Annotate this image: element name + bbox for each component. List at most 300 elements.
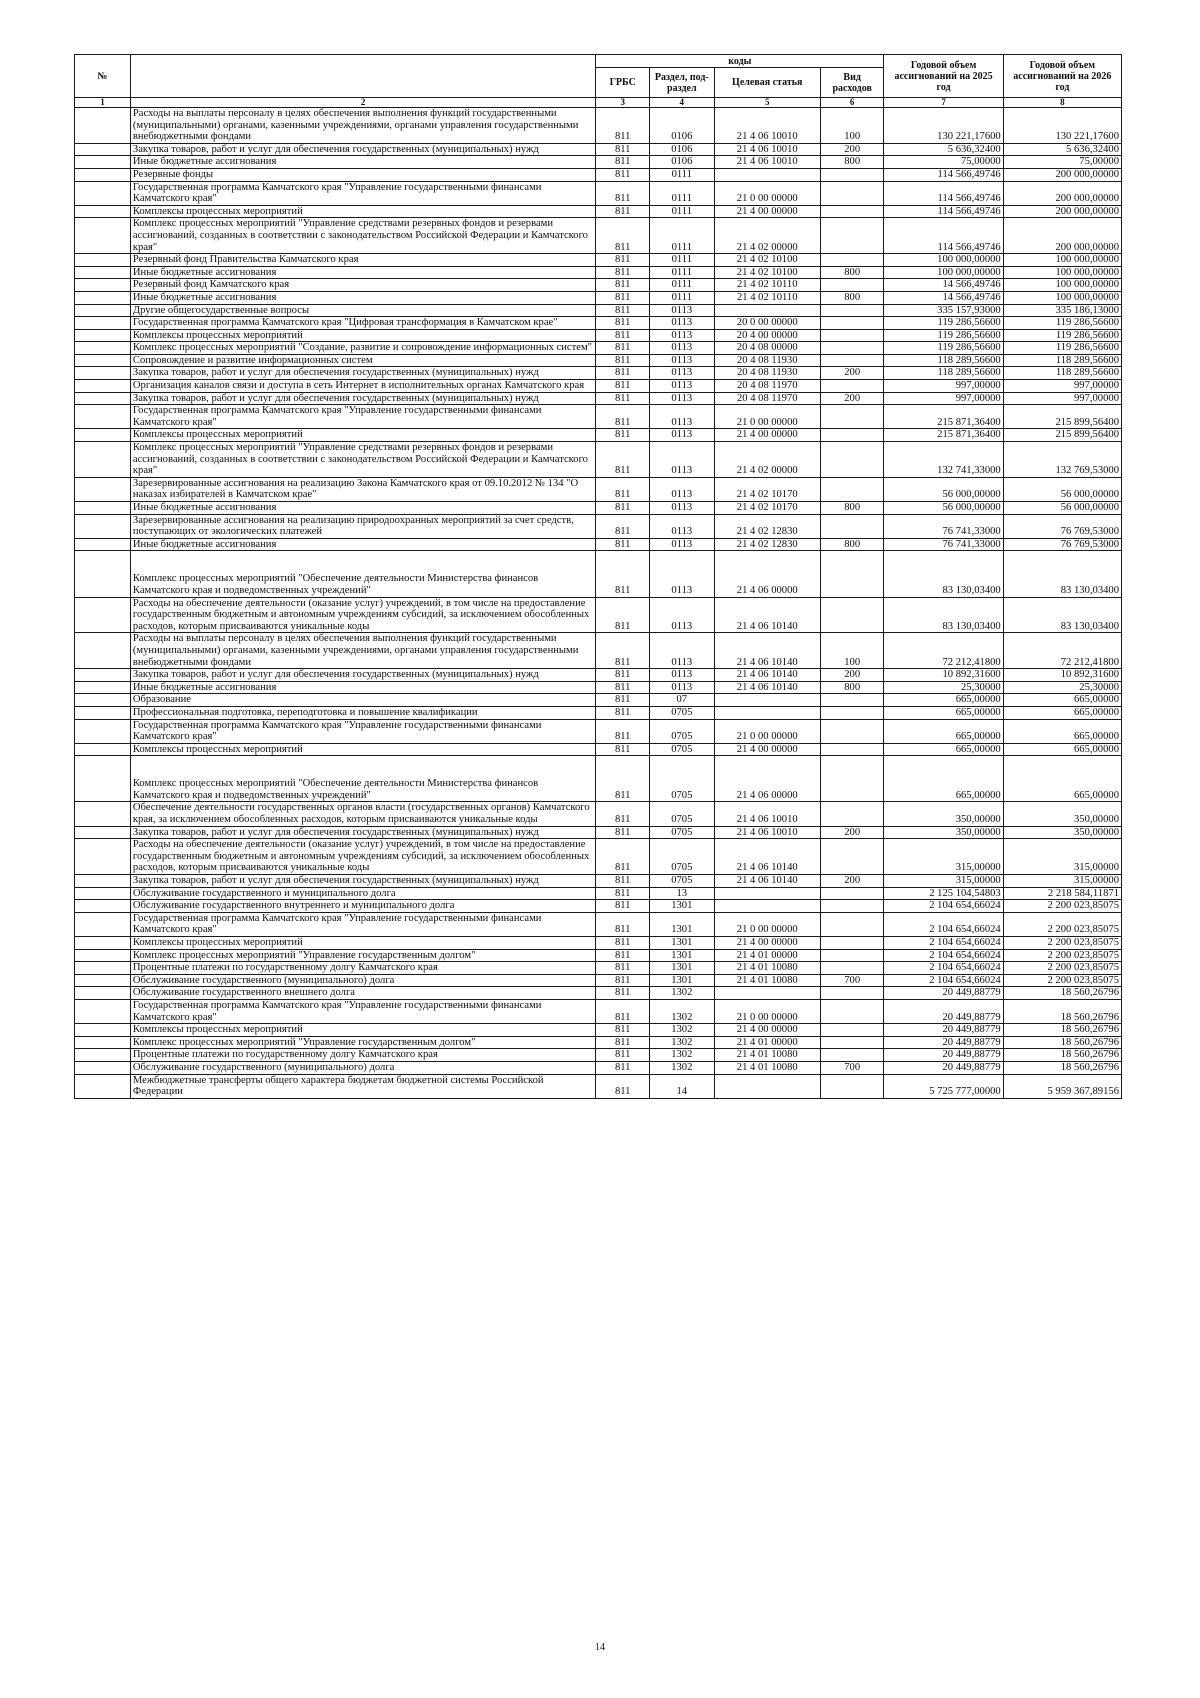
column-number: 5 bbox=[714, 98, 820, 108]
row-grbs-cell: 811 bbox=[596, 168, 650, 181]
row-expense-type-cell bbox=[820, 912, 883, 936]
row-section-cell: 1302 bbox=[650, 999, 714, 1023]
row-number-cell bbox=[75, 143, 131, 156]
row-number-cell bbox=[75, 694, 131, 707]
row-number-cell bbox=[75, 254, 131, 267]
row-grbs-cell: 811 bbox=[596, 143, 650, 156]
row-name-cell: Процентные платежи по государственному долгу Камчатского края bbox=[130, 1049, 595, 1062]
row-target-item-cell: 20 4 08 11930 bbox=[714, 367, 820, 380]
row-volume-2025-cell: 76 741,33000 bbox=[884, 538, 1003, 551]
row-number-cell bbox=[75, 392, 131, 405]
row-grbs-cell: 811 bbox=[596, 719, 650, 743]
row-expense-type-cell bbox=[820, 743, 883, 756]
row-target-item-cell: 21 4 02 10170 bbox=[714, 477, 820, 501]
row-expense-type-cell: 700 bbox=[820, 974, 883, 987]
table-body bbox=[75, 108, 1122, 1099]
row-grbs-cell: 811 bbox=[596, 514, 650, 538]
header-grbs: ГРБС bbox=[596, 68, 650, 98]
row-expense-type-cell bbox=[820, 304, 883, 317]
row-number-cell bbox=[75, 839, 131, 875]
table-row bbox=[75, 937, 1122, 950]
row-volume-2025-cell: 20 449,88779 bbox=[884, 1049, 1003, 1062]
row-expense-type-cell: 800 bbox=[820, 681, 883, 694]
row-grbs-cell: 811 bbox=[596, 442, 650, 478]
row-name-cell: Резервный фонд Правительства Камчатского края bbox=[130, 254, 595, 267]
row-expense-type-cell: 200 bbox=[820, 143, 883, 156]
row-target-item-cell: 21 4 01 10080 bbox=[714, 1061, 820, 1074]
table-row bbox=[75, 367, 1122, 380]
row-expense-type-cell bbox=[820, 429, 883, 442]
row-target-item-cell: 21 4 06 10140 bbox=[714, 633, 820, 669]
row-grbs-cell: 811 bbox=[596, 987, 650, 1000]
row-number-cell bbox=[75, 743, 131, 756]
table-row bbox=[75, 839, 1122, 875]
row-number-cell bbox=[75, 597, 131, 633]
row-number-cell bbox=[75, 802, 131, 826]
row-name-cell: Государственная программа Камчатского края "Управление государственными финансами Камчатского края" bbox=[130, 405, 595, 429]
row-target-item-cell: 21 4 06 10140 bbox=[714, 839, 820, 875]
row-section-cell: 0113 bbox=[650, 392, 714, 405]
row-target-item-cell: 21 4 02 12830 bbox=[714, 538, 820, 551]
row-number-cell bbox=[75, 442, 131, 478]
row-expense-type-cell bbox=[820, 802, 883, 826]
row-target-item-cell: 20 4 08 11970 bbox=[714, 392, 820, 405]
column-number: 4 bbox=[650, 98, 714, 108]
row-name-cell: Комплексы процессных мероприятий bbox=[130, 937, 595, 950]
row-expense-type-cell bbox=[820, 205, 883, 218]
row-expense-type-cell: 200 bbox=[820, 392, 883, 405]
row-target-item-cell: 21 0 00 00000 bbox=[714, 181, 820, 205]
table-row bbox=[75, 633, 1122, 669]
row-target-item-cell: 21 4 01 10080 bbox=[714, 1049, 820, 1062]
row-number-cell bbox=[75, 826, 131, 839]
row-target-item-cell: 21 4 01 00000 bbox=[714, 1036, 820, 1049]
row-expense-type-cell bbox=[820, 962, 883, 975]
row-volume-2026-cell: 72 212,41800 bbox=[1003, 633, 1121, 669]
row-target-item-cell: 21 4 02 10100 bbox=[714, 254, 820, 267]
row-number-cell bbox=[75, 1024, 131, 1037]
row-expense-type-cell bbox=[820, 405, 883, 429]
row-volume-2025-cell: 119 286,56600 bbox=[884, 329, 1003, 342]
table-row bbox=[75, 442, 1122, 478]
row-target-item-cell: 21 4 00 00000 bbox=[714, 429, 820, 442]
row-grbs-cell: 811 bbox=[596, 317, 650, 330]
row-number-cell bbox=[75, 266, 131, 279]
row-section-cell: 1302 bbox=[650, 987, 714, 1000]
row-grbs-cell: 811 bbox=[596, 181, 650, 205]
row-expense-type-cell bbox=[820, 694, 883, 707]
row-volume-2026-cell: 665,00000 bbox=[1003, 743, 1121, 756]
row-volume-2025-cell: 20 449,88779 bbox=[884, 1024, 1003, 1037]
row-volume-2026-cell: 665,00000 bbox=[1003, 756, 1121, 802]
row-grbs-cell: 811 bbox=[596, 974, 650, 987]
row-grbs-cell: 811 bbox=[596, 304, 650, 317]
row-name-cell: Комплекс процессных мероприятий "Управление государственным долгом" bbox=[130, 1036, 595, 1049]
row-name-cell: Обслуживание государственного внешнего долга bbox=[130, 987, 595, 1000]
row-name-cell: Иные бюджетные ассигнования bbox=[130, 502, 595, 515]
row-expense-type-cell bbox=[820, 329, 883, 342]
row-volume-2025-cell: 130 221,17600 bbox=[884, 108, 1003, 144]
row-section-cell: 0111 bbox=[650, 266, 714, 279]
row-grbs-cell: 811 bbox=[596, 694, 650, 707]
row-name-cell: Закупка товаров, работ и услуг для обеспечения государственных (муниципальных) нужд bbox=[130, 875, 595, 888]
row-name-cell: Иные бюджетные ассигнования bbox=[130, 266, 595, 279]
row-volume-2026-cell: 118 289,56600 bbox=[1003, 367, 1121, 380]
row-expense-type-cell bbox=[820, 999, 883, 1023]
row-number-cell bbox=[75, 380, 131, 393]
table-header bbox=[75, 55, 1122, 108]
row-grbs-cell: 811 bbox=[596, 681, 650, 694]
row-expense-type-cell: 800 bbox=[820, 538, 883, 551]
table-row bbox=[75, 719, 1122, 743]
row-volume-2025-cell: 75,00000 bbox=[884, 156, 1003, 169]
row-volume-2025-cell: 665,00000 bbox=[884, 706, 1003, 719]
row-expense-type-cell: 700 bbox=[820, 1061, 883, 1074]
row-grbs-cell: 811 bbox=[596, 291, 650, 304]
row-volume-2026-cell: 18 560,26796 bbox=[1003, 999, 1121, 1023]
row-target-item-cell bbox=[714, 987, 820, 1000]
row-volume-2025-cell: 665,00000 bbox=[884, 743, 1003, 756]
row-expense-type-cell: 200 bbox=[820, 669, 883, 682]
row-grbs-cell: 811 bbox=[596, 1049, 650, 1062]
row-expense-type-cell: 200 bbox=[820, 826, 883, 839]
row-volume-2026-cell: 25,30000 bbox=[1003, 681, 1121, 694]
row-volume-2025-cell: 72 212,41800 bbox=[884, 633, 1003, 669]
row-target-item-cell: 21 4 06 10010 bbox=[714, 108, 820, 144]
row-target-item-cell: 21 4 01 10080 bbox=[714, 962, 820, 975]
row-volume-2025-cell: 997,00000 bbox=[884, 380, 1003, 393]
row-volume-2025-cell: 56 000,00000 bbox=[884, 477, 1003, 501]
row-volume-2026-cell: 75,00000 bbox=[1003, 156, 1121, 169]
row-expense-type-cell: 200 bbox=[820, 875, 883, 888]
row-volume-2025-cell: 2 104 654,66024 bbox=[884, 949, 1003, 962]
row-section-cell: 0111 bbox=[650, 168, 714, 181]
row-volume-2025-cell: 14 566,49746 bbox=[884, 291, 1003, 304]
row-name-cell: Комплекс процессных мероприятий "Управление средствами резервных фондов и резервами ассигнований, созданных в соответствии с законодательством Российской Федерации и Камчатского края" bbox=[130, 442, 595, 478]
row-grbs-cell: 811 bbox=[596, 218, 650, 254]
row-grbs-cell: 811 bbox=[596, 706, 650, 719]
row-volume-2026-cell: 83 130,03400 bbox=[1003, 551, 1121, 597]
table-row bbox=[75, 354, 1122, 367]
row-volume-2025-cell: 215 871,36400 bbox=[884, 405, 1003, 429]
row-section-cell: 1301 bbox=[650, 900, 714, 913]
row-number-cell bbox=[75, 429, 131, 442]
row-target-item-cell bbox=[714, 900, 820, 913]
row-target-item-cell bbox=[714, 168, 820, 181]
row-section-cell: 0113 bbox=[650, 538, 714, 551]
table-row bbox=[75, 887, 1122, 900]
row-volume-2026-cell: 2 200 023,85075 bbox=[1003, 900, 1121, 913]
row-number-cell bbox=[75, 974, 131, 987]
row-volume-2025-cell: 2 104 654,66024 bbox=[884, 900, 1003, 913]
row-volume-2026-cell: 119 286,56600 bbox=[1003, 317, 1121, 330]
row-section-cell: 1301 bbox=[650, 937, 714, 950]
row-number-cell bbox=[75, 329, 131, 342]
row-name-cell: Расходы на выплаты персоналу в целях обеспечения выполнения функций государственными (муниципальными) органами, казенными учреждениями, органами управления государственными внебюджетными фондами bbox=[130, 633, 595, 669]
row-number-cell bbox=[75, 502, 131, 515]
row-name-cell: Комплекс процессных мероприятий "Создание, развитие и сопровождение информационных систем" bbox=[130, 342, 595, 355]
row-expense-type-cell bbox=[820, 1049, 883, 1062]
header-num: № bbox=[75, 55, 131, 98]
row-name-cell: Обслуживание государственного и муниципального долга bbox=[130, 887, 595, 900]
column-number: 1 bbox=[75, 98, 131, 108]
row-grbs-cell: 811 bbox=[596, 354, 650, 367]
row-number-cell bbox=[75, 1061, 131, 1074]
row-volume-2025-cell: 10 892,31600 bbox=[884, 669, 1003, 682]
row-volume-2025-cell: 119 286,56600 bbox=[884, 317, 1003, 330]
row-name-cell: Другие общегосударственные вопросы bbox=[130, 304, 595, 317]
row-expense-type-cell bbox=[820, 756, 883, 802]
table-row bbox=[75, 681, 1122, 694]
row-volume-2026-cell: 18 560,26796 bbox=[1003, 1024, 1121, 1037]
row-section-cell: 0111 bbox=[650, 205, 714, 218]
row-volume-2026-cell: 118 289,56600 bbox=[1003, 354, 1121, 367]
row-target-item-cell: 21 4 02 10100 bbox=[714, 266, 820, 279]
row-grbs-cell: 811 bbox=[596, 254, 650, 267]
table-row bbox=[75, 429, 1122, 442]
row-target-item-cell: 21 4 06 00000 bbox=[714, 551, 820, 597]
row-section-cell: 1302 bbox=[650, 1049, 714, 1062]
row-name-cell: Комплексы процессных мероприятий bbox=[130, 205, 595, 218]
row-volume-2026-cell: 665,00000 bbox=[1003, 694, 1121, 707]
row-volume-2025-cell: 100 000,00000 bbox=[884, 254, 1003, 267]
table-row bbox=[75, 156, 1122, 169]
row-grbs-cell: 811 bbox=[596, 937, 650, 950]
row-section-cell: 1301 bbox=[650, 949, 714, 962]
row-target-item-cell: 21 4 02 10110 bbox=[714, 291, 820, 304]
row-expense-type-cell bbox=[820, 597, 883, 633]
table-row bbox=[75, 912, 1122, 936]
column-number: 7 bbox=[884, 98, 1003, 108]
row-grbs-cell: 811 bbox=[596, 1074, 650, 1098]
table-row bbox=[75, 1049, 1122, 1062]
row-section-cell: 0705 bbox=[650, 756, 714, 802]
row-target-item-cell: 20 4 08 11970 bbox=[714, 380, 820, 393]
row-name-cell: Иные бюджетные ассигнования bbox=[130, 681, 595, 694]
row-grbs-cell: 811 bbox=[596, 875, 650, 888]
row-section-cell: 1302 bbox=[650, 1036, 714, 1049]
row-target-item-cell: 21 0 00 00000 bbox=[714, 999, 820, 1023]
row-volume-2025-cell: 114 566,49746 bbox=[884, 218, 1003, 254]
row-grbs-cell: 811 bbox=[596, 1024, 650, 1037]
row-target-item-cell: 21 4 02 00000 bbox=[714, 218, 820, 254]
row-name-cell: Иные бюджетные ассигнования bbox=[130, 538, 595, 551]
header-expense-type: Вид расходов bbox=[820, 68, 883, 98]
row-target-item-cell: 20 4 00 00000 bbox=[714, 329, 820, 342]
row-section-cell: 0111 bbox=[650, 291, 714, 304]
row-grbs-cell: 811 bbox=[596, 429, 650, 442]
row-number-cell bbox=[75, 949, 131, 962]
row-target-item-cell bbox=[714, 706, 820, 719]
row-section-cell: 1302 bbox=[650, 1024, 714, 1037]
budget-table bbox=[74, 54, 1122, 1099]
row-target-item-cell bbox=[714, 1074, 820, 1098]
row-volume-2026-cell: 18 560,26796 bbox=[1003, 987, 1121, 1000]
row-volume-2026-cell: 997,00000 bbox=[1003, 380, 1121, 393]
row-number-cell bbox=[75, 633, 131, 669]
row-name-cell: Обслуживание государственного (муниципального) долга bbox=[130, 974, 595, 987]
row-number-cell bbox=[75, 367, 131, 380]
row-volume-2025-cell: 114 566,49746 bbox=[884, 168, 1003, 181]
row-expense-type-cell bbox=[820, 354, 883, 367]
row-grbs-cell: 811 bbox=[596, 826, 650, 839]
row-target-item-cell: 20 4 08 00000 bbox=[714, 342, 820, 355]
row-name-cell: Комплексы процессных мероприятий bbox=[130, 329, 595, 342]
row-expense-type-cell: 800 bbox=[820, 156, 883, 169]
row-target-item-cell: 21 4 01 00000 bbox=[714, 949, 820, 962]
row-volume-2026-cell: 200 000,00000 bbox=[1003, 218, 1121, 254]
row-volume-2026-cell: 665,00000 bbox=[1003, 719, 1121, 743]
table-row bbox=[75, 392, 1122, 405]
row-target-item-cell: 21 0 00 00000 bbox=[714, 719, 820, 743]
row-volume-2025-cell: 118 289,56600 bbox=[884, 367, 1003, 380]
table-row bbox=[75, 900, 1122, 913]
row-section-cell: 0705 bbox=[650, 743, 714, 756]
row-name-cell: Государственная программа Камчатского края "Управление государственными финансами Камчатского края" bbox=[130, 719, 595, 743]
row-number-cell bbox=[75, 669, 131, 682]
row-target-item-cell bbox=[714, 304, 820, 317]
row-target-item-cell: 21 4 06 00000 bbox=[714, 756, 820, 802]
table-row bbox=[75, 949, 1122, 962]
row-volume-2026-cell: 2 200 023,85075 bbox=[1003, 912, 1121, 936]
row-name-cell: Комплекс процессных мероприятий "Управление средствами резервных фондов и резервами ассигнований, созданных в соответствии с законодательством Российской Федерации и Камчатского края" bbox=[130, 218, 595, 254]
row-number-cell bbox=[75, 1036, 131, 1049]
row-grbs-cell: 811 bbox=[596, 900, 650, 913]
row-volume-2025-cell: 5 725 777,00000 bbox=[884, 1074, 1003, 1098]
row-expense-type-cell bbox=[820, 477, 883, 501]
table-row bbox=[75, 279, 1122, 292]
row-number-cell bbox=[75, 317, 131, 330]
row-section-cell: 1301 bbox=[650, 974, 714, 987]
column-number: 2 bbox=[130, 98, 595, 108]
row-volume-2026-cell: 100 000,00000 bbox=[1003, 279, 1121, 292]
row-volume-2025-cell: 119 286,56600 bbox=[884, 342, 1003, 355]
row-section-cell: 0113 bbox=[650, 367, 714, 380]
header-section: Раздел, под-раздел bbox=[650, 68, 714, 98]
row-expense-type-cell: 800 bbox=[820, 502, 883, 515]
table-row bbox=[75, 538, 1122, 551]
row-expense-type-cell bbox=[820, 719, 883, 743]
row-section-cell: 0113 bbox=[650, 429, 714, 442]
row-name-cell: Расходы на обеспечение деятельности (оказание услуг) учреждений, в том числе на предоставление государственным бюджетным и автономным учреждениям субсидий, за исключением обособленных расходов, которым присваиваются уникальные коды bbox=[130, 839, 595, 875]
row-target-item-cell: 21 4 00 00000 bbox=[714, 205, 820, 218]
table-row bbox=[75, 694, 1122, 707]
row-volume-2025-cell: 83 130,03400 bbox=[884, 597, 1003, 633]
header-target-item: Целевая статья bbox=[714, 68, 820, 98]
row-grbs-cell: 811 bbox=[596, 367, 650, 380]
row-section-cell: 0113 bbox=[650, 477, 714, 501]
row-section-cell: 0705 bbox=[650, 802, 714, 826]
row-grbs-cell: 811 bbox=[596, 802, 650, 826]
row-number-cell bbox=[75, 354, 131, 367]
row-name-cell: Сопровождение и развитие информационных систем bbox=[130, 354, 595, 367]
row-name-cell: Закупка товаров, работ и услуг для обеспечения государственных (муниципальных) нужд bbox=[130, 669, 595, 682]
row-section-cell: 0705 bbox=[650, 826, 714, 839]
row-volume-2026-cell: 315,00000 bbox=[1003, 875, 1121, 888]
table-row bbox=[75, 875, 1122, 888]
row-name-cell: Закупка товаров, работ и услуг для обеспечения государственных (муниципальных) нужд bbox=[130, 143, 595, 156]
row-number-cell bbox=[75, 168, 131, 181]
row-name-cell: Закупка товаров, работ и услуг для обеспечения государственных (муниципальных) нужд bbox=[130, 826, 595, 839]
row-target-item-cell: 21 4 06 10010 bbox=[714, 826, 820, 839]
row-volume-2025-cell: 20 449,88779 bbox=[884, 987, 1003, 1000]
row-volume-2026-cell: 997,00000 bbox=[1003, 392, 1121, 405]
row-volume-2025-cell: 132 741,33000 bbox=[884, 442, 1003, 478]
row-expense-type-cell bbox=[820, 254, 883, 267]
row-volume-2026-cell: 100 000,00000 bbox=[1003, 291, 1121, 304]
row-target-item-cell: 20 0 00 00000 bbox=[714, 317, 820, 330]
row-volume-2026-cell: 215 899,56400 bbox=[1003, 405, 1121, 429]
row-volume-2025-cell: 350,00000 bbox=[884, 826, 1003, 839]
row-section-cell: 0106 bbox=[650, 143, 714, 156]
row-grbs-cell: 811 bbox=[596, 477, 650, 501]
row-number-cell bbox=[75, 291, 131, 304]
row-number-cell bbox=[75, 962, 131, 975]
row-target-item-cell bbox=[714, 887, 820, 900]
row-section-cell: 0705 bbox=[650, 839, 714, 875]
row-volume-2026-cell: 200 000,00000 bbox=[1003, 181, 1121, 205]
row-number-cell bbox=[75, 218, 131, 254]
row-expense-type-cell: 200 bbox=[820, 367, 883, 380]
table-row bbox=[75, 205, 1122, 218]
row-name-cell: Комплекс процессных мероприятий "Обеспечение деятельности Министерства финансов Камчатского края и подведомственных учреждений" bbox=[130, 551, 595, 597]
row-expense-type-cell bbox=[820, 839, 883, 875]
header-codes: коды bbox=[596, 55, 884, 68]
row-section-cell: 0113 bbox=[650, 342, 714, 355]
row-section-cell: 13 bbox=[650, 887, 714, 900]
row-name-cell: Расходы на выплаты персоналу в целях обеспечения выполнения функций государственными (муниципальными) органами, казенными учреждениями, органами управления государственными внебюджетными фондами bbox=[130, 108, 595, 144]
row-section-cell: 0113 bbox=[650, 597, 714, 633]
row-section-cell: 0113 bbox=[650, 681, 714, 694]
table-row bbox=[75, 756, 1122, 802]
row-grbs-cell: 811 bbox=[596, 669, 650, 682]
row-name-cell: Межбюджетные трансферты общего характера бюджетам бюджетной системы Российской Федерации bbox=[130, 1074, 595, 1098]
row-volume-2026-cell: 132 769,53000 bbox=[1003, 442, 1121, 478]
table-row bbox=[75, 1061, 1122, 1074]
row-expense-type-cell bbox=[820, 1036, 883, 1049]
row-expense-type-cell bbox=[820, 442, 883, 478]
row-name-cell: Государственная программа Камчатского края "Цифровая трансформация в Камчатском крае" bbox=[130, 317, 595, 330]
row-target-item-cell: 21 4 00 00000 bbox=[714, 743, 820, 756]
row-expense-type-cell bbox=[820, 218, 883, 254]
row-volume-2026-cell: 350,00000 bbox=[1003, 826, 1121, 839]
row-name-cell: Процентные платежи по государственному долгу Камчатского края bbox=[130, 962, 595, 975]
table-row bbox=[75, 826, 1122, 839]
row-expense-type-cell: 100 bbox=[820, 633, 883, 669]
row-grbs-cell: 811 bbox=[596, 205, 650, 218]
row-expense-type-cell bbox=[820, 181, 883, 205]
row-grbs-cell: 811 bbox=[596, 279, 650, 292]
row-number-cell bbox=[75, 1049, 131, 1062]
row-grbs-cell: 811 bbox=[596, 405, 650, 429]
row-volume-2026-cell: 215 899,56400 bbox=[1003, 429, 1121, 442]
row-number-cell bbox=[75, 156, 131, 169]
row-volume-2026-cell: 100 000,00000 bbox=[1003, 254, 1121, 267]
table-row bbox=[75, 514, 1122, 538]
row-volume-2025-cell: 350,00000 bbox=[884, 802, 1003, 826]
row-name-cell: Закупка товаров, работ и услуг для обеспечения государственных (муниципальных) нужд bbox=[130, 392, 595, 405]
row-number-cell bbox=[75, 900, 131, 913]
table-row bbox=[75, 706, 1122, 719]
table-row bbox=[75, 342, 1122, 355]
row-section-cell: 0705 bbox=[650, 706, 714, 719]
table-row bbox=[75, 266, 1122, 279]
row-section-cell: 0111 bbox=[650, 254, 714, 267]
row-grbs-cell: 811 bbox=[596, 1061, 650, 1074]
row-number-cell bbox=[75, 681, 131, 694]
row-volume-2025-cell: 14 566,49746 bbox=[884, 279, 1003, 292]
row-grbs-cell: 811 bbox=[596, 999, 650, 1023]
